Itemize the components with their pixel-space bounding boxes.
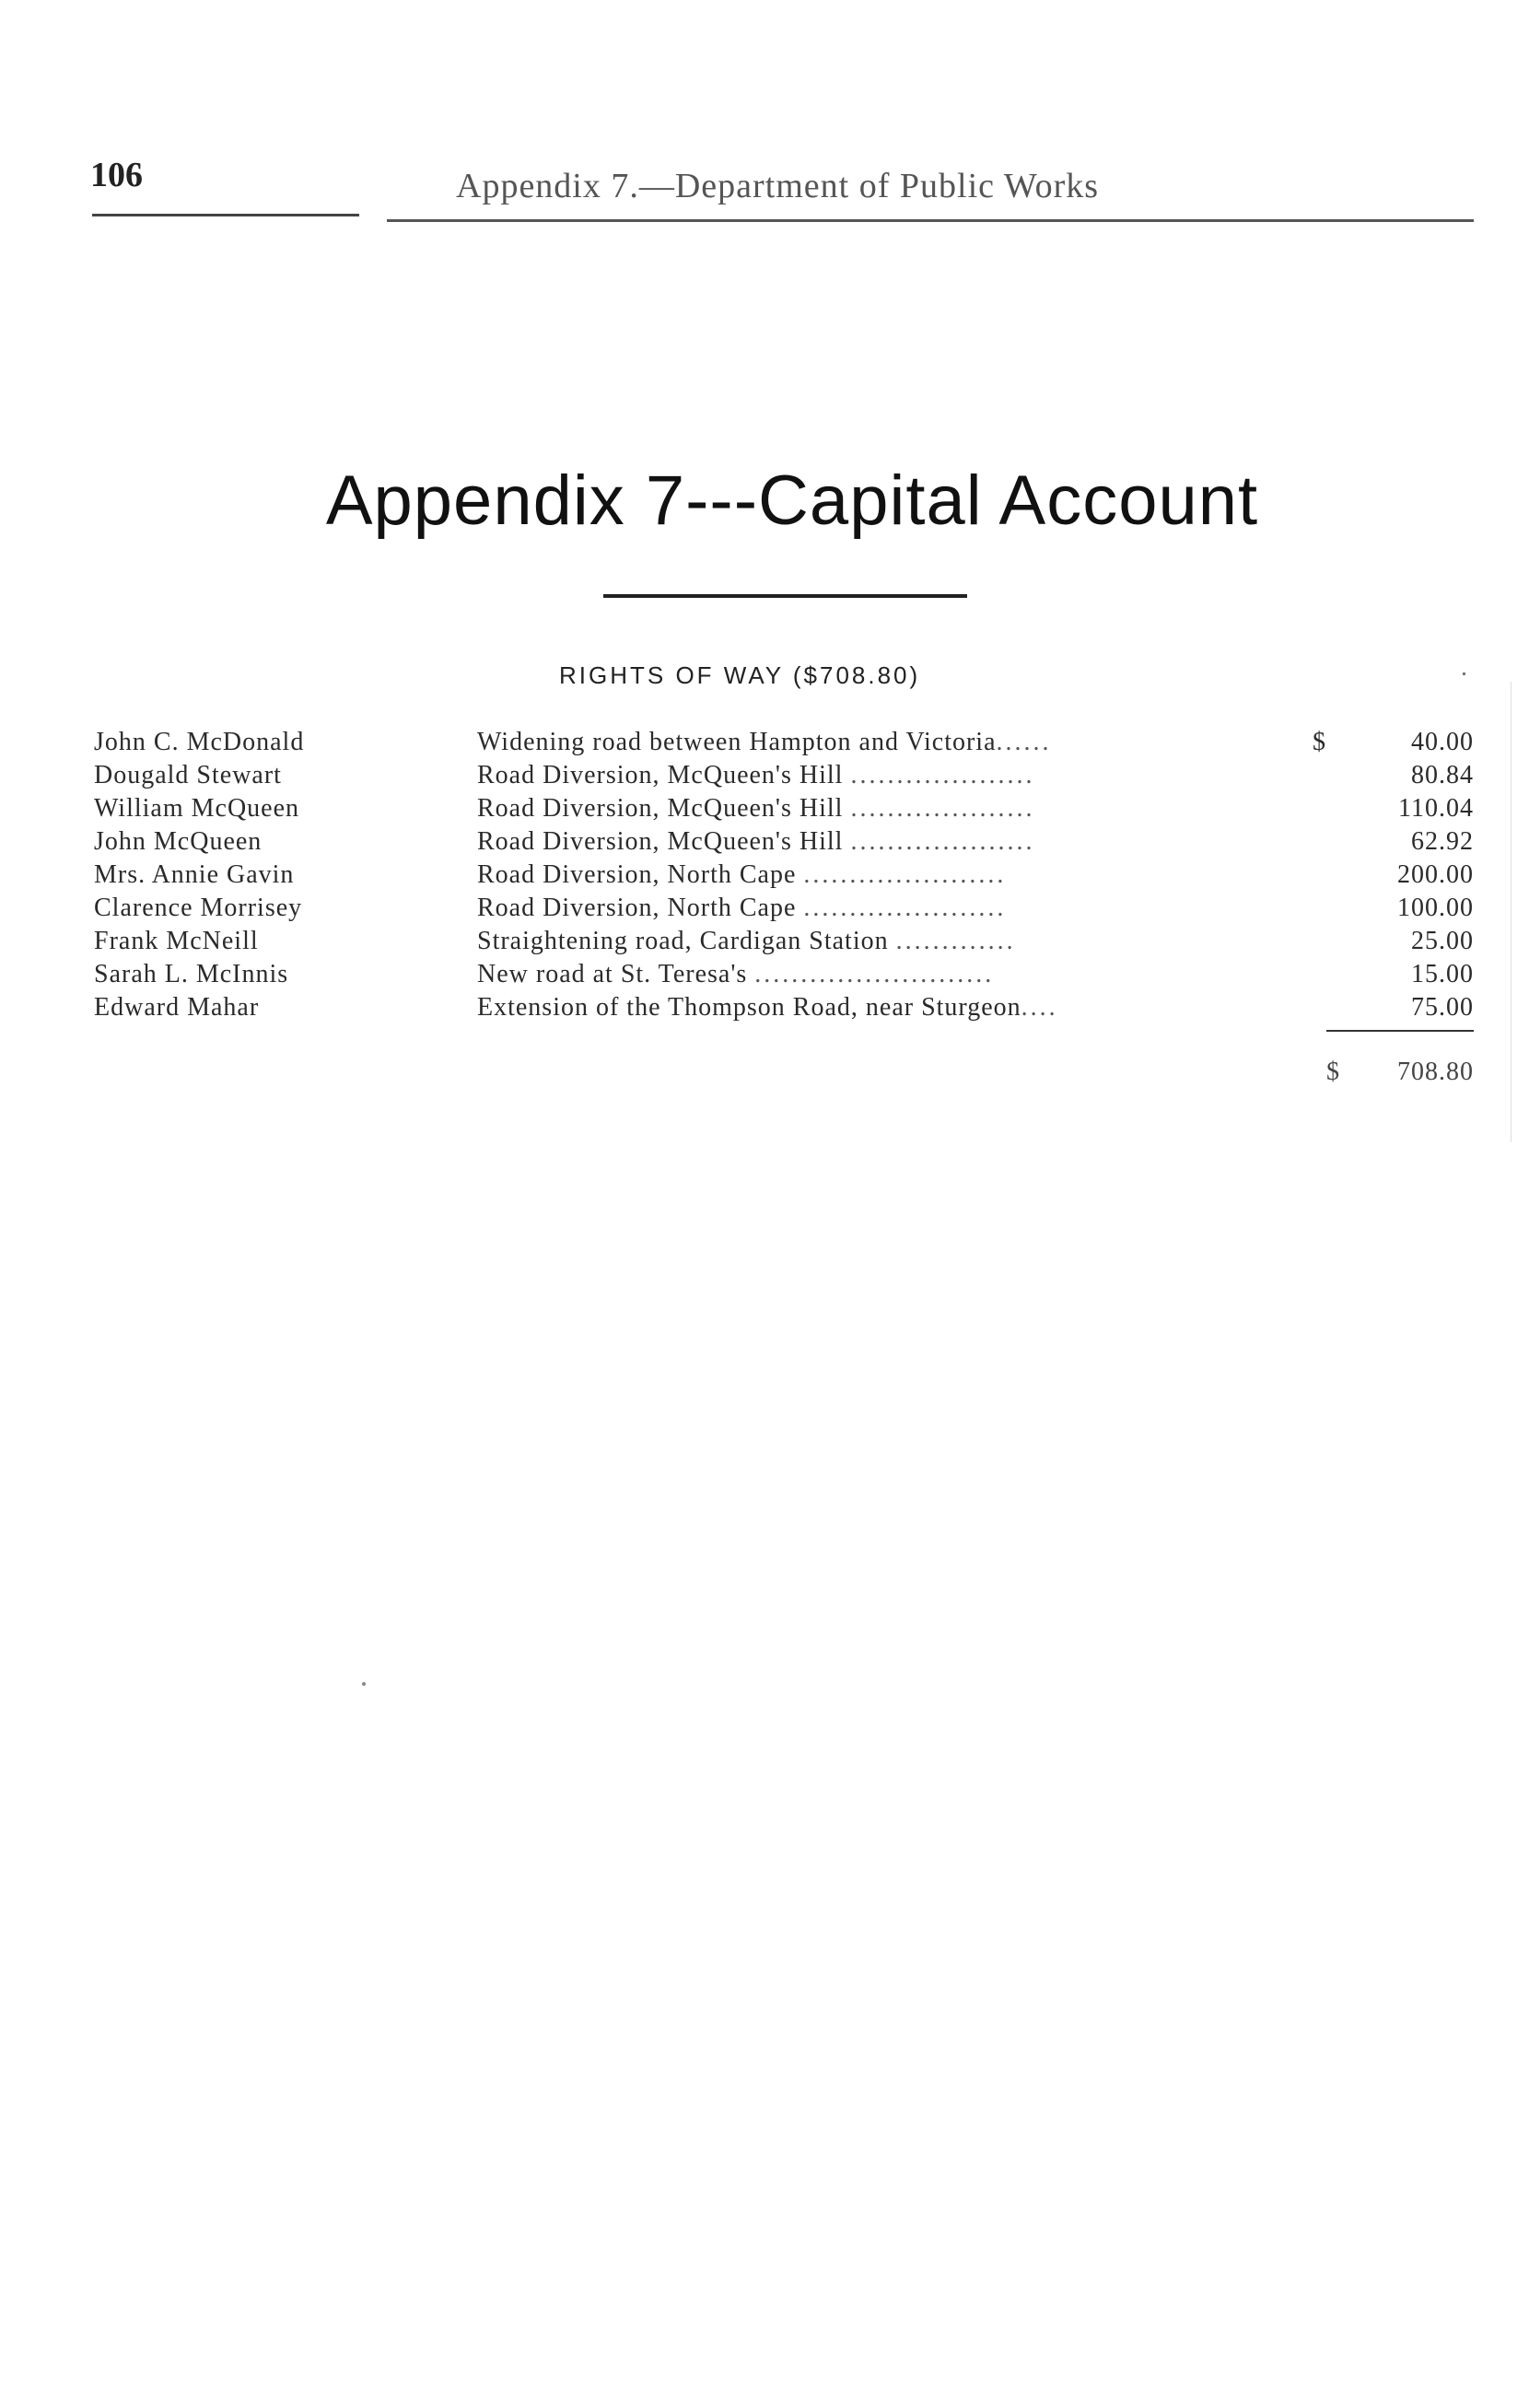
leader-dots: .............	[895, 927, 1016, 955]
leader-dots: ....	[1021, 993, 1058, 1022]
leader-dots: ....................	[850, 794, 1035, 823]
work-description	[477, 894, 1306, 923]
amount: 15.00	[1411, 960, 1474, 988]
amount: 200.00	[1397, 860, 1474, 889]
amount: 40.00	[1411, 728, 1474, 756]
payee-name: Frank McNeill	[94, 927, 259, 955]
title-underline	[603, 594, 967, 598]
description-text: New road at St. Teresa's	[477, 960, 748, 988]
table-row	[0, 794, 1529, 827]
total-amount: 708.80	[1397, 1058, 1474, 1086]
payee-name: John McQueen	[94, 827, 263, 856]
table-row	[0, 927, 1529, 960]
work-description	[477, 960, 1306, 989]
leader-dots: ....................	[850, 827, 1035, 856]
header-rule-right	[387, 219, 1474, 222]
table-row	[0, 894, 1529, 927]
section-heading: RIGHTS OF WAY ($708.80)	[559, 661, 921, 689]
table-row	[0, 827, 1529, 860]
table-row	[0, 860, 1529, 894]
margin-mark	[1463, 672, 1465, 675]
description-text: Road Diversion, North Cape	[477, 894, 797, 922]
work-description	[477, 993, 1306, 1023]
description-text: Road Diversion, North Cape	[477, 860, 797, 889]
page-number: 106	[90, 156, 143, 194]
amount: 75.00	[1411, 993, 1474, 1022]
table-row	[0, 993, 1529, 1026]
header-rule-left	[92, 214, 359, 216]
leader-dots: ..........................	[754, 960, 995, 988]
amount: 62.92	[1411, 827, 1474, 856]
leader-dots: ......................	[803, 860, 1007, 889]
amount: 100.00	[1397, 894, 1474, 922]
description-text: Straightening road, Cardigan Station	[477, 927, 889, 955]
total-rule	[1326, 1030, 1474, 1032]
amount: 25.00	[1411, 927, 1474, 955]
work-description	[477, 794, 1306, 824]
running-head: Appendix 7.—Department of Public Works	[456, 167, 1100, 205]
description-text: Road Diversion, McQueen's Hill	[477, 827, 844, 856]
description-text: Extension of the Thompson Road, near Sturgeon	[477, 993, 1021, 1022]
description-text: Widening road between Hampton and Victoria	[477, 728, 997, 756]
total-dollar-sign: $	[1326, 1058, 1339, 1086]
payee-name: William McQueen	[94, 794, 300, 823]
payee-name: Sarah L. McInnis	[94, 960, 289, 988]
description-text: Road Diversion, McQueen's Hill	[477, 761, 844, 789]
leader-dots: ......	[996, 728, 1052, 756]
payee-name: Dougald Stewart	[94, 761, 282, 789]
amount: 110.04	[1398, 794, 1474, 823]
scan-speck	[362, 1682, 366, 1686]
amount: 80.84	[1411, 761, 1474, 789]
table-row	[0, 761, 1529, 794]
page-title: Appendix 7---Capital Account	[325, 462, 1259, 540]
work-description	[477, 827, 1306, 857]
leader-dots: ......................	[803, 894, 1007, 922]
table-row	[0, 728, 1529, 761]
work-description	[477, 728, 1306, 757]
dollar-sign: $	[1313, 728, 1325, 756]
payee-name: Clarence Morrisey	[94, 894, 303, 922]
description-text: Road Diversion, McQueen's Hill	[477, 794, 844, 823]
leader-dots: ....................	[850, 761, 1035, 789]
work-description	[477, 860, 1306, 890]
work-description	[477, 927, 1306, 956]
payee-name: Mrs. Annie Gavin	[94, 860, 295, 889]
payee-name: John C. McDonald	[94, 728, 305, 756]
work-description	[477, 761, 1306, 790]
payee-name: Edward Mahar	[94, 993, 260, 1022]
table-row	[0, 960, 1529, 993]
